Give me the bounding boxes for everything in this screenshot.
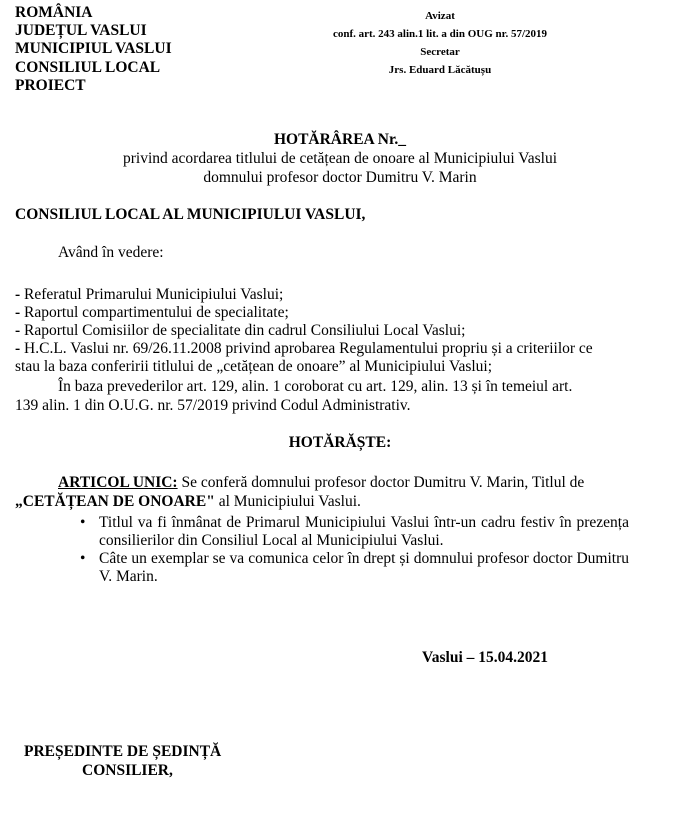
list-item-dash: -	[15, 304, 21, 321]
resolves-heading: HOTĂRĂȘTE:	[288, 434, 392, 451]
list-item-text: Raportul Comisiilor de specialitate din cadrul Consiliului Local Vaslui;	[20, 322, 466, 339]
list-item-text: H.C.L. Vaslui nr. 69/26.11.2008 privind aprobarea Regulamentului propriu și a criteriilor ce	[20, 340, 593, 357]
decision-title: HOTĂRÂREA Nr._	[273, 131, 407, 148]
issuer-country: ROMÂNIA	[15, 4, 93, 21]
endorsement-legal-basis: conf. art. 243 alin.1 lit. a din OUG nr. 57/2019	[332, 28, 548, 40]
decision-subject-line1: privind acordarea titlului de cetățean de onoare al Municipiului Vaslui	[123, 150, 557, 167]
issuer-county: JUDEȚUL VASLUI	[15, 22, 147, 40]
article-title-conferred: „CETĂȚEAN DE ONOARE"	[15, 493, 215, 510]
endorsement-block	[320, 7, 560, 79]
list-item-text: Referatul Primarului Municipiului Vaslui;	[20, 286, 284, 303]
list-item-continuation: stau la baza conferirii titlului de „cetățean de onoare” al Municipiului Vaslui;	[15, 358, 493, 375]
document-status: PROIECT	[15, 76, 86, 94]
list-item-dash: -	[15, 286, 21, 303]
bullet-icon: •	[80, 514, 86, 531]
list-item	[80, 514, 629, 550]
issuer-council: CONSILIUL LOCAL	[15, 58, 161, 76]
endorsement-title: Avizat	[425, 10, 455, 22]
list-item	[15, 304, 289, 322]
provision-text: Titlul va fi înmânat de Primarul Municipiului Vaslui într-un cadru festiv în prezența consilierilor din Consiliul Local al Municipiului Vaslui.	[99, 514, 629, 549]
legal-basis-line1: În baza prevederilor art. 129, alin. 1 coroborat cu art. 129, alin. 13 și în temeiul art.	[58, 378, 573, 395]
list-item	[80, 550, 629, 586]
secretary-title: Secretar	[420, 46, 460, 58]
bullet-icon: •	[80, 550, 86, 567]
place-and-date: Vaslui – 15.04.2021	[422, 649, 549, 666]
list-item-text: Raportul compartimentului de specialitate;	[20, 304, 289, 321]
decision-subject-line2: domnului profesor doctor Dumitru V. Marin	[203, 169, 477, 186]
article-tail: al Municipiului Vaslui.	[214, 493, 361, 510]
issuer-municipality: MUNICIPIUL VASLUI	[15, 40, 172, 58]
provision-text: Câte un exemplar se va comunica celor în drept și domnului profesor doctor Dumitru V. Marin.	[99, 550, 629, 585]
secretary-name: Jrs. Eduard Lăcătușu	[388, 64, 492, 76]
list-item-dash: -	[15, 340, 21, 357]
council-heading: CONSILIUL LOCAL AL MUNICIPIULUI VASLUI,	[15, 206, 366, 223]
article-provisions	[80, 514, 629, 586]
councillor-title: CONSILIER,	[82, 762, 173, 779]
list-item	[15, 322, 465, 340]
article-line1	[58, 474, 584, 492]
list-item-dash: -	[15, 322, 21, 339]
legal-basis-line2: 139 alin. 1 din O.U.G. nr. 57/2019 privind Codul Administrativ.	[15, 397, 411, 414]
considering-intro: Având în vedere:	[58, 244, 164, 261]
article-text: Se conferă domnului profesor doctor Dumitru V. Marin, Titlul de	[177, 474, 585, 491]
chairperson-title: PREȘEDINTE DE ȘEDINȚĂ	[24, 743, 222, 760]
list-item	[15, 286, 283, 304]
list-item	[15, 340, 593, 358]
article-label: ARTICOL UNIC:	[58, 474, 178, 491]
article-line2	[15, 493, 361, 511]
issuer-block	[15, 4, 172, 95]
